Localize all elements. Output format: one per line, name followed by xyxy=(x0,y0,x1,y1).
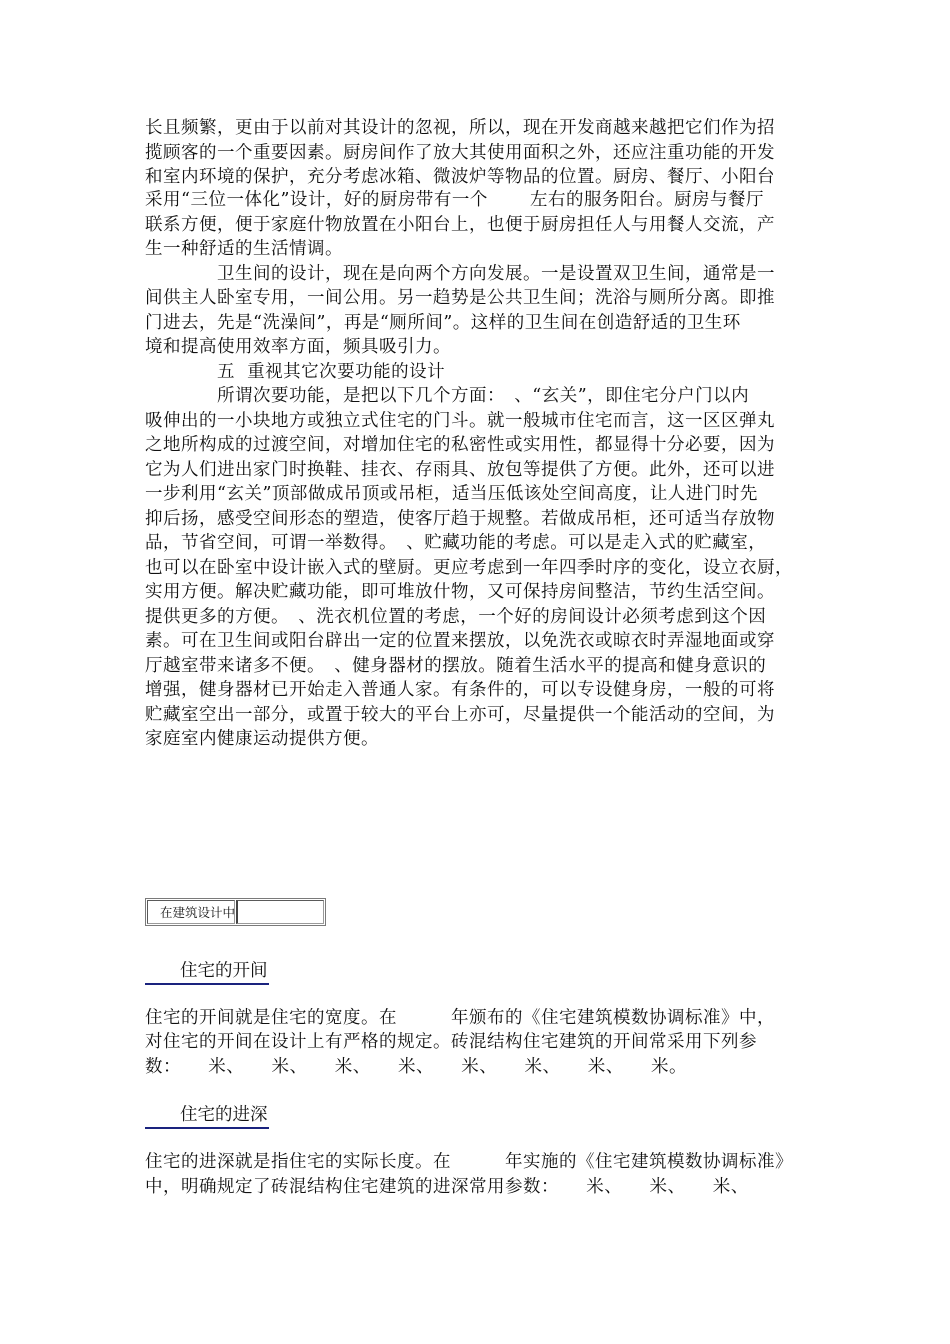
body-line: 之地所构成的过渡空间，对增加住宅的私密性或实用性，都显得十分必要，因为 xyxy=(145,435,775,455)
section-line: 住宅的开间就是住宅的宽度。在 年颁布的《住宅建筑模数协调标准》中， xyxy=(145,1008,775,1028)
section-link-room-width[interactable]: 住宅的开间 xyxy=(145,959,269,985)
body-line: 生一种舒适的生活情调。 xyxy=(145,239,343,259)
tab-label: 在建筑设计中 xyxy=(160,905,236,920)
section-line: 数： 米、 米、 米、 米、 米、 米、 米、 米。 xyxy=(145,1057,687,1077)
body-line: 贮藏室空出一部分，或置于较大的平台上亦可，尽量提供一个能活动的空间，为 xyxy=(145,705,775,725)
body-line: 它为人们进出家门时换鞋、挂衣、存雨具、放包等提供了方便。此外，还可以进 xyxy=(145,460,775,480)
body-line: 品，节省空间，可谓一举数得。 、贮藏功能的考虑。可以是走入式的贮藏室， xyxy=(145,533,767,553)
body-line: 一步利用“玄关”顶部做成吊顶或吊柜，适当压低该处空间高度，让人进门时先 xyxy=(145,484,758,504)
body-line: 实用方便。解决贮藏功能，即可堆放什物，又可保持房间整洁，节约生活空间。 xyxy=(145,582,775,602)
body-line: 家庭室内健康运动提供方便。 xyxy=(145,729,379,749)
body-line: 也可以在卧室中设计嵌入式的壁厨。更应考虑到一年四季时序的变化，设立衣厨， xyxy=(145,558,793,578)
body-line: 所谓次要功能，是把以下几个方面： 、“玄关”，即住宅分户门以内 xyxy=(145,386,750,406)
body-line: 揽顾客的一个重要因素。厨房间作了放大其使用面积之外，还应注重功能的开发 xyxy=(145,143,775,163)
body-line: 吸伸出的一小块地方或独立式住宅的门斗。就一般城市住宅而言，这一区区弹丸 xyxy=(145,411,775,431)
body-line: 和室内环境的保护，充分考虑冰箱、微波炉等物品的位置。厨房、餐厅、小阳台 xyxy=(145,167,775,187)
body-line: 抑后扬，感受空间形态的塑造，使客厅趋于规整。若做成吊柜，还可适当存放物 xyxy=(145,509,775,529)
section-line: 中，明确规定了砖混结构住宅建筑的进深常用参数： 米、 米、 米、 xyxy=(145,1177,749,1197)
body-line: 增强，健身器材已开始走入普通人家。有条件的，可以专设健身房，一般的可将 xyxy=(145,680,775,700)
body-line: 联系方便，便于家庭什物放置在小阳台上，也便于厨房担任人与用餐人交流，产 xyxy=(145,215,775,235)
body-line: 间供主人卧室专用，一间公用。另一趋势是公共卫生间；洗浴与厕所分离。即推 xyxy=(145,288,775,308)
body-line: 长且频繁，更由于以前对其设计的忽视，所以，现在开发商越来越把它们作为招 xyxy=(145,118,775,138)
body-line: 采用“三位一体化”设计，好的厨房带有一个 左右的服务阳台。厨房与餐厅 xyxy=(145,190,764,210)
body-line: 门进去，先是“洗澡间”，再是“厕所间”。这样的卫生间在创造舒适的卫生环 xyxy=(145,313,741,333)
section-heading-five: 五 重视其它次要功能的设计 xyxy=(145,362,446,382)
body-line: 素。可在卫生间或阳台辟出一定的位置来摆放，以免洗衣或晾衣时弄湿地面或穿 xyxy=(145,631,775,651)
embedded-tab-control[interactable] xyxy=(145,898,326,926)
tab-in-architecture-design[interactable] xyxy=(147,900,235,924)
body-line: 提供更多的方便。 、洗衣机位置的考虑，一个好的房间设计必须考虑到这个因 xyxy=(145,607,767,627)
body-line: 境和提高使用效率方面，频具吸引力。 xyxy=(145,337,451,357)
section-line: 住宅的进深就是指住宅的实际长度。在 年实施的《住宅建筑模数协调标准》 xyxy=(145,1152,793,1172)
body-line: 卫生间的设计，现在是向两个方向发展。一是设置双卫生间，通常是一 xyxy=(145,264,775,284)
tab-empty[interactable] xyxy=(236,900,324,924)
section-line: 对住宅的开间在设计上有严格的规定。砖混结构住宅建筑的开间常采用下列参 xyxy=(145,1032,757,1052)
section-link-room-depth[interactable]: 住宅的进深 xyxy=(145,1103,269,1129)
body-line: 厅越室带来诸多不便。 、健身器材的摆放。随着生活水平的提高和健身意识的 xyxy=(145,656,767,676)
